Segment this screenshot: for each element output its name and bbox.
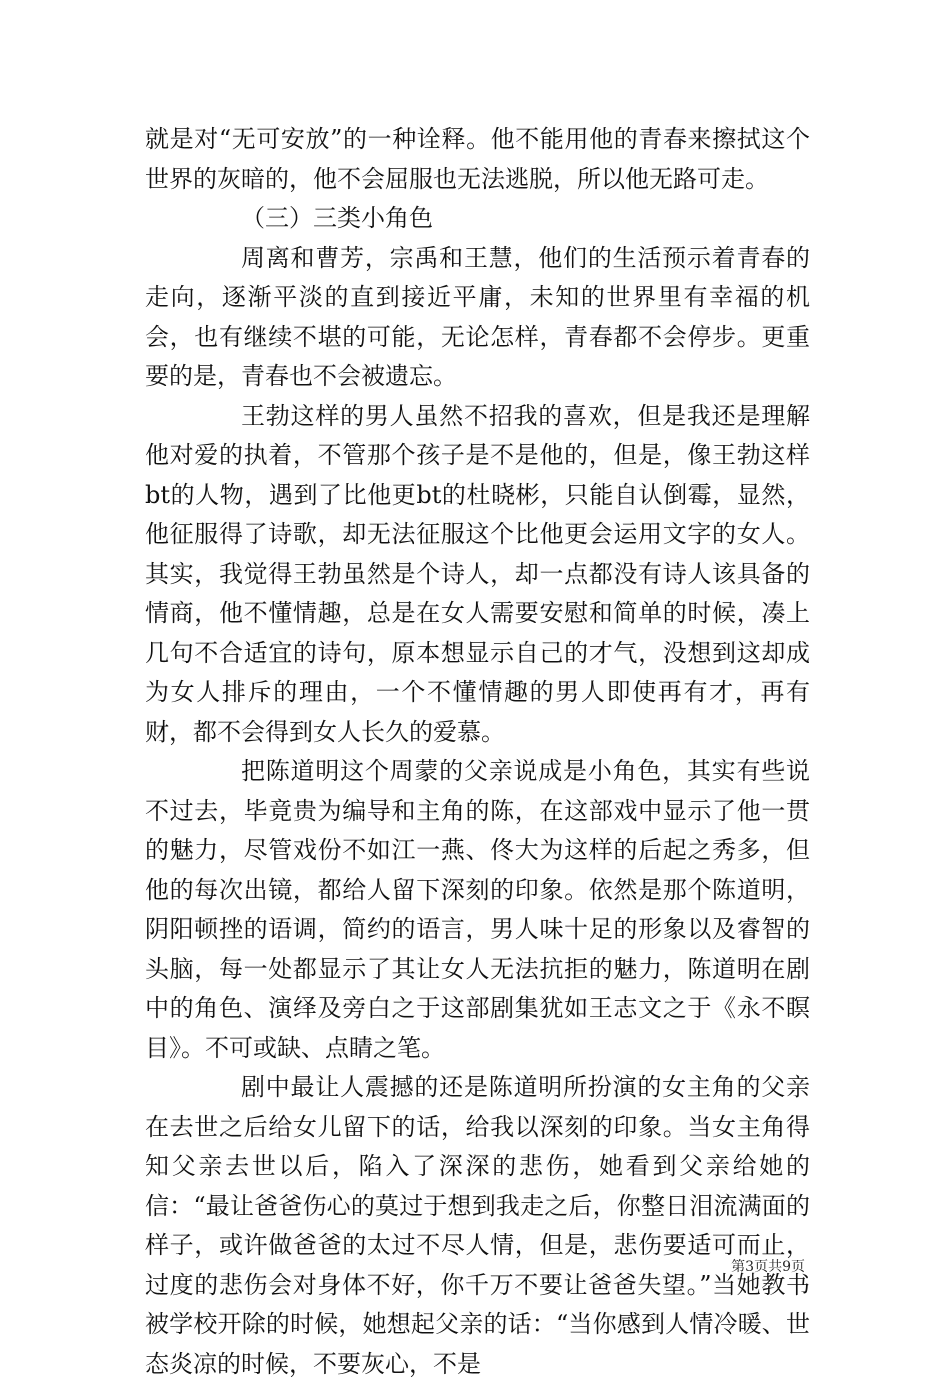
section-heading: （三）三类小角色	[241, 204, 433, 232]
page-number-footer: 第3页共9页	[731, 1259, 805, 1275]
paragraph: 周离和曹芳，宗禹和王慧，他们的生活预示着青春的走向，逐渐平淡的直到接近平庸，未知的世界里有幸福的机会，也有继续不堪的可能，无论怎样，青春都不会停步。更重要的是，青春也不会被遗忘。	[145, 243, 810, 390]
document-body	[145, 120, 810, 1384]
paragraph: 剧中最让人震撼的还是陈道明所扮演的女主角的父亲在去世之后给女儿留下的话，给我以深刻的印象。当女主角得知父亲去世以后，陷入了深深的悲伤，她看到父亲给她的信：“最让爸爸伤心的莫过于想到我走之后，你整日泪流满面的样子，或许做爸爸的太过不尽人情，但是，悲伤要适可而止，过度的悲伤会对身体不好，你千万不要让爸爸失望。”当她教书被学校开除的时候，她想起父亲的话：“当你感到人情冷暖、世态炎凉的时候，不要灰心，不是	[145, 1073, 810, 1378]
paragraph-continuation: 就是对“无可安放”的一种诠释。他不能用他的青春来擦拭这个世界的灰暗的，他不会屈服也无法逃脱，所以他无路可走。	[145, 125, 810, 193]
paragraph: 把陈道明这个周蒙的父亲说成是小角色，其实有些说不过去，毕竟贵为编导和主角的陈，在这部戏中显示了他一贯的魅力，尽管戏份不如江一燕、佟大为这样的后起之秀多，但他的每次出镜，都给人留下深刻的印象。依然是那个陈道明，阴阳顿挫的语调，简约的语言，男人味十足的形象以及睿智的头脑，每一处都显示了其让女人无法抗拒的魅力，陈道明在剧中的角色、演绎及旁白之于这部剧集犹如王志文之于《永不瞑目》。不可或缺、点睛之笔。	[145, 757, 810, 1062]
paragraph: 王勃这样的男人虽然不招我的喜欢，但是我还是理解他对爱的执着，不管那个孩子是不是他的，但是，像王勃这样bt的人物，遇到了比他更bt的杜晓彬，只能自认倒霉，显然，他征服得了诗歌，却无法征服这个比他更会运用文字的女人。其实，我觉得王勃虽然是个诗人，却一点都没有诗人该具备的情商，他不懂情趣，总是在女人需要安慰和简单的时候，凑上几句不合适宜的诗句，原本想显示自己的才气，没想到这却成为女人排斥的理由，一个不懂情趣的男人即使再有才，再有财，都不会得到女人长久的爱慕。	[145, 401, 810, 746]
